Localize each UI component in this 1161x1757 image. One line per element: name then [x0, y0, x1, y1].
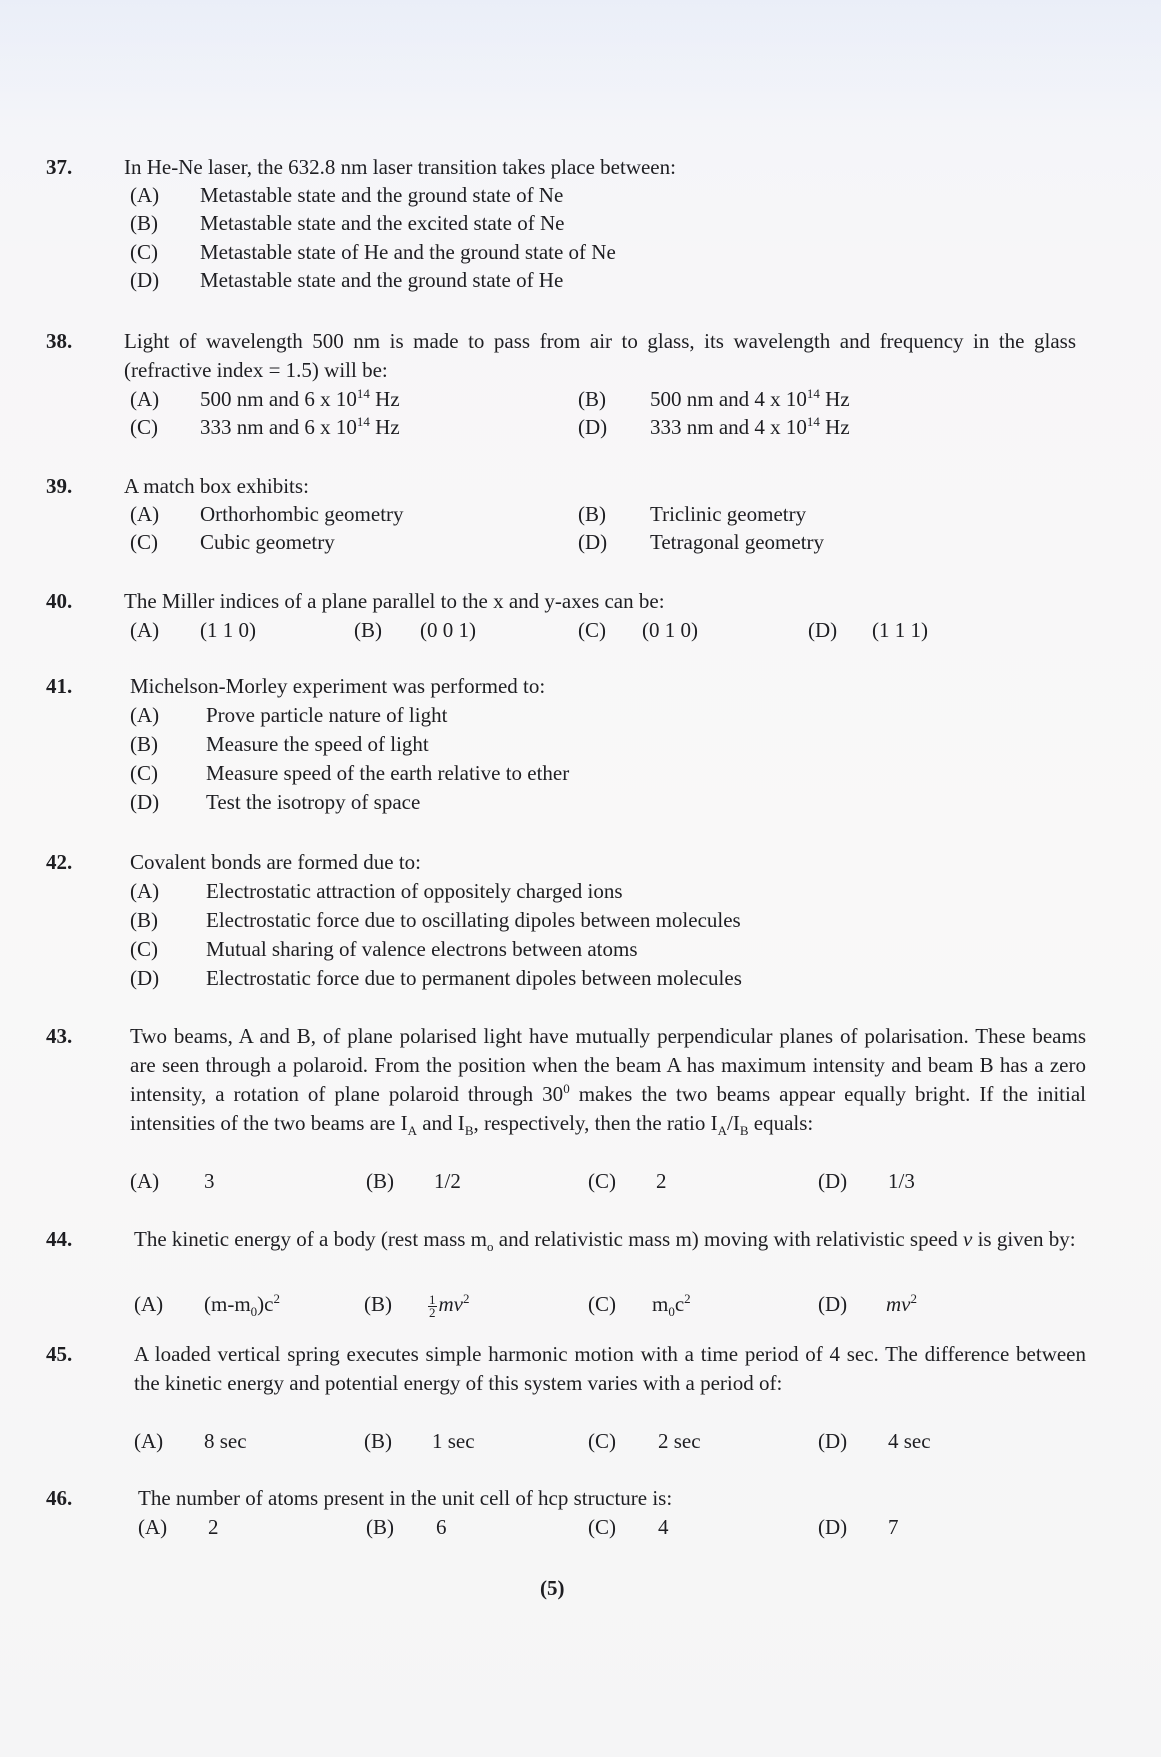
page-number: (5) [540, 1576, 565, 1600]
question-number: 44. [46, 1227, 73, 1251]
question-number: 39. [46, 474, 73, 498]
question-38: 38. Light of wavelength 500 nm is made to pass from air to glass, its wavelength and frequency in the glass (refractive index = 1.5) will be: (A) 500 nm and 6 x $10^{14}$ Hz (B) 500 nm and 4 x $10^{14}$ Hz (C) 333 nm and 6 x $10^{14}$ Hz (D) 333 nm and 4 x $10^{14}$ Hz [46, 329, 1076, 439]
scan-shadow [0, 0, 1161, 130]
question-text: The Miller indices of a plane parallel to the x and y-axes can be: [124, 589, 665, 613]
question-39: 39. A match box exhibits: (A) Orthorhombic geometry (B) Triclinic geometry (C) Cubic geometry (D) Tetragonal geometry [46, 472, 1046, 562]
question-number: 40. [46, 589, 73, 613]
question-number: 46. [46, 1486, 73, 1510]
question-text: The number of atoms present in the unit cell of hcp structure is: [138, 1486, 673, 1510]
question-text: A loaded vertical spring executes simple harmonic motion with a time period of 4 sec. The difference between the kinetic energy and potential energy of this system varies with a period of: [134, 1342, 1086, 1395]
question-text: Covalent bonds are formed due to: [130, 850, 422, 874]
question-text: Two beams, A and B, of plane polarised light have mutually perpendicular planes of polarisation. These beams are seen through a polaroid. From the position when the beam A has maximum intensity and beam B has a zero intensity, a rotation of plane polaroid through $30^0$ makes the two beams appear equally bright. If the initial intensities of the two beams are $I_A$ and $I_B$, respectively, then the ratio $I_A/I_B$ equals: [130, 1024, 1087, 1139]
question-41: 41. Michelson-Morley experiment was performed to: (A) Prove particle nature of light (B) Measure the speed of light (C) Measure speed of the earth relative to ether (D) Test the isotropy of space [46, 672, 1046, 822]
question-44: 44. The kinetic energy of a body (rest mass $m_o$ and relativistic mass m) moving with relativistic speed v is given by: (A) $(m-m_0)c^2$ (B) $\frac{1}{2}$ $mv^2$ (C) $m_0c^2$ (D) $mv^2$ [46, 1225, 1046, 1325]
question-42: 42. Covalent bonds are formed due to: (A) Electrostatic attraction of oppositely charged ions (B) Electrostatic force due to oscillating dipoles between molecules (C) Mutual sharing of valence electrons between atoms (D) Electrostatic force due to permanent dipoles between molecules [46, 848, 1046, 998]
question-text: In He-Ne laser, the 632.8 nm laser transition takes place between: [124, 155, 676, 179]
question-text: Michelson-Morley experiment was performed to: [130, 674, 546, 698]
question-number: 45. [46, 1342, 73, 1366]
question-37: 37. In He-Ne laser, the 632.8 nm laser transition takes place between: (A) Metastable state and the ground state of Ne (B) Metastable state and the excited state of Ne (C) Metastable state of He and the ground state of Ne (D) Metastable state and the ground state of He [46, 153, 1046, 303]
question-number: 41. [46, 674, 73, 698]
question-text: A match box exhibits: [124, 474, 309, 498]
question-40: 40. The Miller indices of a plane parallel to the x and y-axes can be: (A) (1 1 0) (B) (0 0 1) (C) (0 1 0) (D) (1 1 1) [46, 587, 1046, 647]
question-46: 46. The number of atoms present in the unit cell of hcp structure is: (A) 2 (B) 6 (C) 4 (D) 7 [46, 1484, 1046, 1544]
question-number: 43. [46, 1024, 73, 1048]
question-text: The kinetic energy of a body (rest mass $m_o$ and relativistic mass m) moving with relativistic speed v is given by: [134, 1227, 1076, 1255]
question-43: 43. Two beams, A and B, of plane polarised light have mutually perpendicular planes of polarisation. These beams are seen through a polaroid. From the position when the beam A has maximum intensity and beam B has a zero intensity, a rotation of plane polaroid through $30^0$ makes the two beams appear equally bright. If the initial intensities of the two beams are $I_A$ and $I_B$, respectively, then the ratio $I_A/I_B$ equals: (A) 3 (B) 1/2 (C) 2 (D) 1/3 [46, 1024, 1087, 1193]
question-number: 38. [46, 329, 73, 353]
question-45: 45. A loaded vertical spring executes simple harmonic motion with a time period of 4 sec. The difference between the kinetic energy and potential energy of this system varies with a period of: (A) 8 sec (B) 1 sec (C) 2 sec (D) 4 sec [46, 1342, 1086, 1453]
question-text: Light of wavelength 500 nm is made to pass from air to glass, its wavelength and frequency in the glass (refractive index = 1.5) will be: [124, 329, 1076, 382]
question-number: 37. [46, 155, 73, 179]
question-number: 42. [46, 850, 73, 874]
